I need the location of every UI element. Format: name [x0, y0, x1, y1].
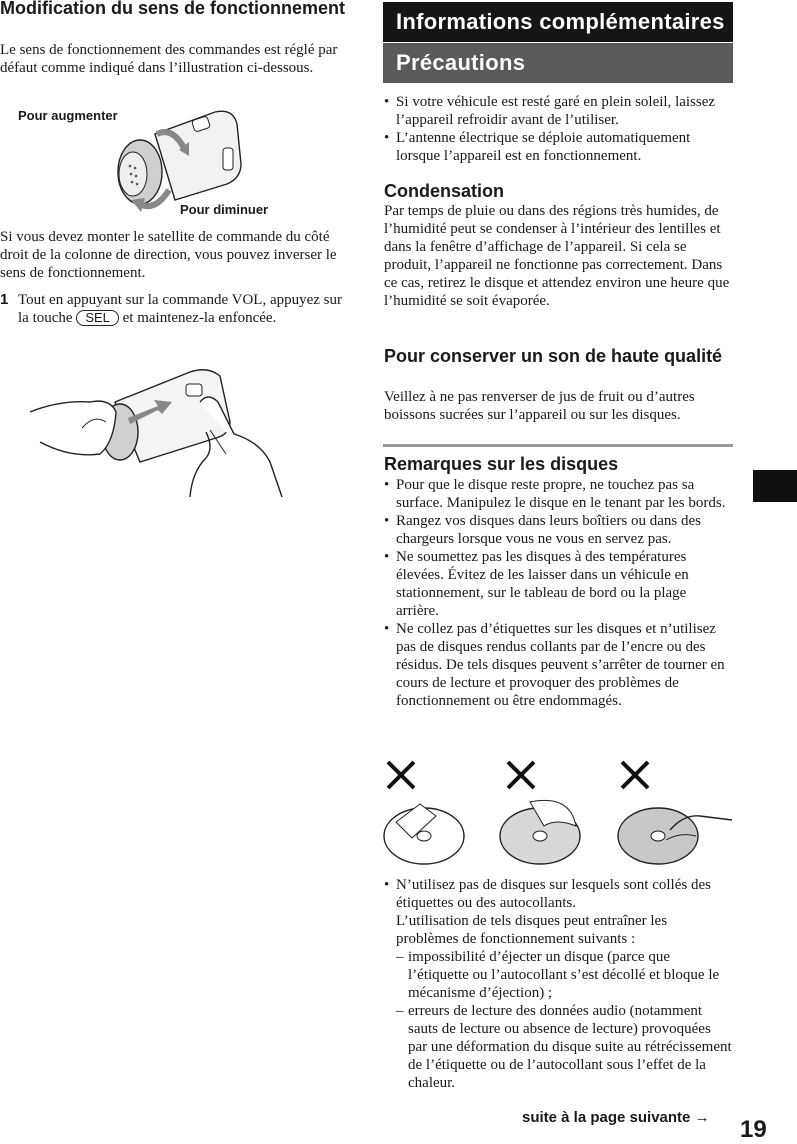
step-number: 1 — [0, 291, 9, 308]
list-item: • Pour que le disque reste propre, ne touchez pas sa surface. Manipulez le disque en le tenant par les bords. — [384, 476, 732, 512]
precautions-list — [384, 93, 732, 165]
disc-warnings-illustration — [380, 756, 736, 868]
list-item: • Si votre véhicule est resté garé en plein soleil, laissez l’appareil refroidir avant de l’utiliser. — [384, 93, 732, 129]
x-mark-icon — [388, 762, 414, 788]
hand-operation-illustration — [30, 362, 310, 497]
section-divider — [383, 444, 733, 447]
page-number: 19 — [740, 1116, 767, 1143]
condensation-heading: Condensation — [384, 181, 504, 201]
continued-text: suite à la page suivante — [522, 1109, 691, 1126]
label-increase: Pour augmenter — [18, 108, 118, 123]
rotary-control-figure — [0, 104, 345, 222]
labels-sub-text: L’utilisation de tels disques peut entraîner les problèmes de fonctionnement suivants : — [396, 913, 668, 947]
x-mark-icon — [622, 762, 648, 788]
labels-list — [384, 876, 732, 1092]
list-item — [384, 876, 732, 1092]
right-mount-paragraph: Si vous devez monter le satellite de commande du côté droit de la colonne de direction, vous pouvez inverser le sens de fonctionnement. — [0, 229, 337, 281]
quality-heading: Pour conserver un son de haute qualité — [384, 346, 723, 366]
list-item: • Rangez vos disques dans leurs boîtiers ou dans des chargeurs lorsque vous ne vous en servez pas. — [384, 512, 732, 548]
labels-item-text: N’utilisez pas de disques sur lesquels sont collés des étiquettes ou des autocollants. — [396, 877, 711, 911]
sel-key: SEL — [76, 310, 119, 326]
step-1 — [0, 291, 345, 327]
arrow-right-icon: → — [694, 1109, 710, 1126]
dash-item: – erreurs de lecture des données audio (notamment sauts de lecture ou absence de lecture) provoquées par une déformation du disque suite au rétrécissement de l’étiquette ou de l’autocollant sous l’effet de la chaleur. — [396, 1002, 732, 1092]
section-title-direction: Modification du sens de fonctionnement — [0, 0, 346, 18]
list-item: • Ne collez pas d’étiquettes sur les disques et n’utilisez pas de disques rendus collants par de l’encre ou des résidus. De tels disques peuvent s’arrêter de tourner en cours de lecture et provoquer des problèmes de fonctionnement ou être endommagés. — [384, 620, 732, 710]
rotary-knob-illustration — [95, 104, 255, 214]
list-item: • Ne soumettez pas les disques à des températures élevées. Évitez de les laisser dans un véhicule en stationnement, sur le tableau de bord ou la plage arrière. — [384, 548, 732, 620]
precautions-band: Précautions — [383, 43, 733, 83]
discs-heading: Remarques sur les disques — [384, 454, 619, 474]
chapter-band: Informations complémentaires — [383, 2, 733, 42]
dash-item: – impossibilité d’éjecter un disque (parce que l’étiquette ou l’autocollant s’est décollé et bloque le mécanisme d’éjection) ; — [396, 948, 732, 1002]
x-mark-icon — [508, 762, 534, 788]
intro-paragraph: Le sens de fonctionnement des commandes est réglé par défaut comme indiqué dans l’illustration ci-dessous. — [0, 42, 338, 76]
step-text-b: et maintenez-la enfoncée. — [122, 310, 277, 326]
continued-note — [522, 1109, 710, 1126]
condensation-text: Par temps de pluie ou dans des régions très humides, de l’humidité peut se condenser à l’intérieur des lentilles et dans la fenêtre d’affichage de l’appareil. Si cela se produit, l’appareil ne fonctionne pas correctement. Dans ce cas, retirez le disque et attendez environ une heure que l’humidité se soit évaporée. — [384, 203, 730, 309]
quality-text: Veillez à ne pas renverser de jus de fruit ou d’autres boissons sucrées sur l’appareil ou sur les disques. — [384, 389, 695, 423]
section-tab-marker — [753, 470, 797, 502]
label-decrease: Pour diminuer — [180, 202, 269, 217]
discs-list — [384, 476, 732, 710]
step-text-a: Tout en appuyant sur la commande VOL, appuyez sur la touche — [18, 292, 343, 326]
left-column — [0, 0, 345, 1144]
step-text — [18, 291, 343, 327]
list-item: • L’antenne électrique se déploie automatiquement lorsque l’appareil est en fonctionnement. — [384, 129, 732, 165]
